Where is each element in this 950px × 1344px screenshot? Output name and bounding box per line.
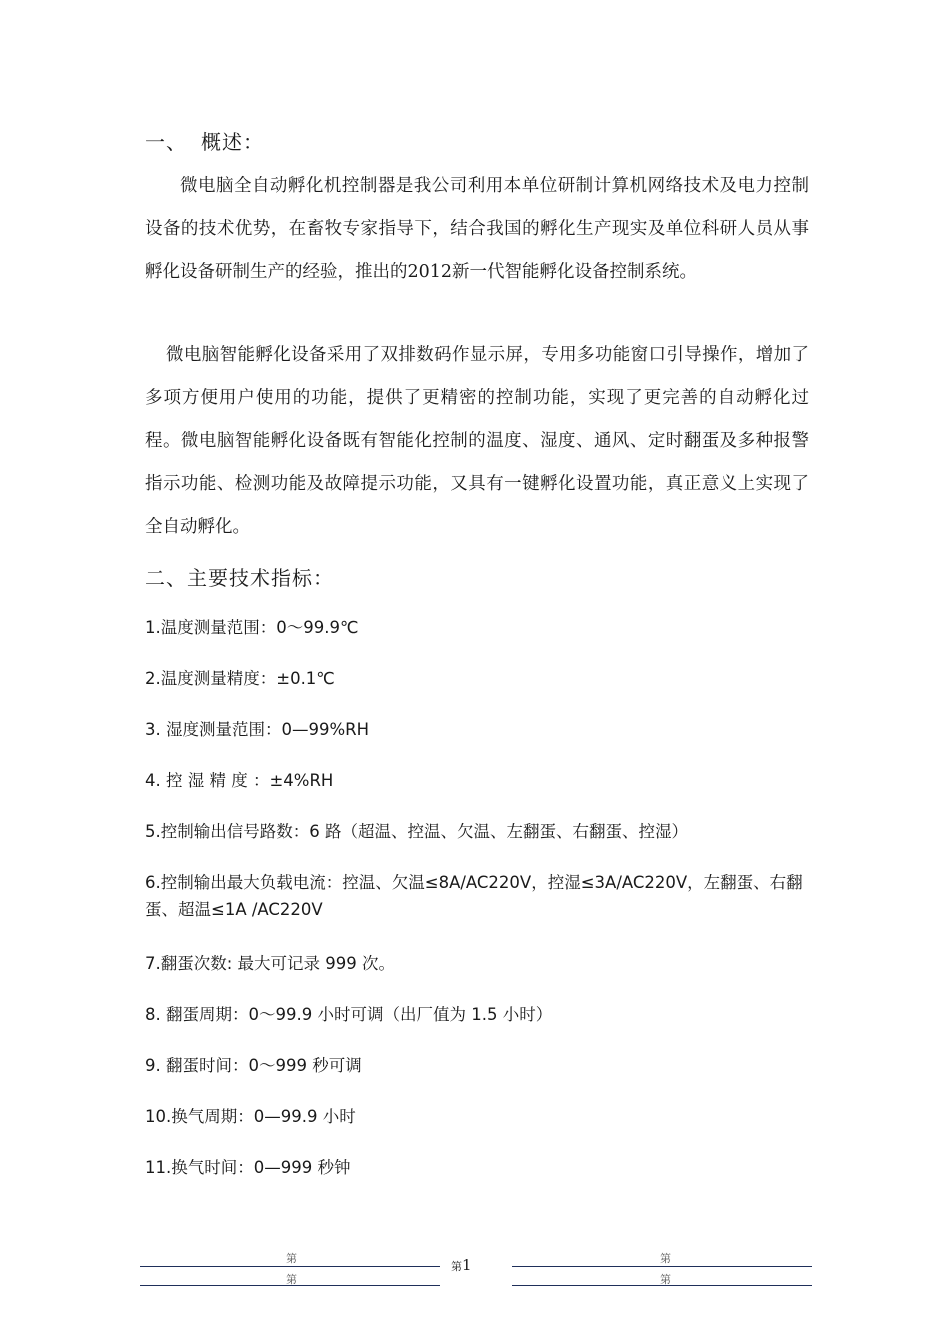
footer-rule-right-top — [512, 1266, 812, 1267]
page-number — [451, 1256, 472, 1274]
section-1-heading — [145, 126, 264, 155]
intro-paragraph-2: 微电脑智能孵化设备采用了双排数码作显示屏，专用多功能窗口引导操作，增加了多项方便用户使用的功能，提供了更精密的控制功能，实现了更完善的自动孵化过程。微电脑智能孵化设备既有智能化控制的温度、湿度、通风、定时翻蛋及多种报警指示功能、检测功能及故障提示功能，又具有一键孵化设置功能，真正意义上实现了全自动孵化。 — [145, 345, 809, 537]
footer-mark-left-top: 第 — [286, 1252, 297, 1265]
spec-item-10: 10.换气周期：0—99.9 小时 — [145, 1107, 356, 1126]
page-number-prefix: 第 — [451, 1260, 462, 1273]
spec-item-2: 2.温度测量精度：±0.1℃ — [145, 669, 335, 688]
section-2-heading: 二、主要技术指标： — [145, 566, 334, 590]
section-1-title: 概述： — [201, 130, 264, 154]
footer-rule-left-bottom — [140, 1285, 440, 1286]
spec-item-8: 8. 翻蛋周期：0～99.9 小时可调（出厂值为 1.5 小时） — [145, 1005, 553, 1024]
spec-item-9: 9. 翻蛋时间：0～999 秒可调 — [145, 1056, 362, 1075]
spec-item-11: 11.换气时间：0—999 秒钟 — [145, 1158, 351, 1177]
intro-paragraph-1: 微电脑全自动孵化机控制器是我公司利用本单位研制计算机网络技术及电力控制设备的技术优势，在畜牧专家指导下，结合我国的孵化生产现实及单位科研人员从事孵化设备研制生产的经验，推出的2012新一代智能孵化设备控制系统。 — [145, 176, 809, 282]
footer-mark-right-bottom: 第 — [660, 1273, 671, 1286]
spec-item-5: 5.控制输出信号路数：6 路（超温、控温、欠温、左翻蛋、右翻蛋、控湿） — [145, 822, 688, 841]
page-number-value: 1 — [462, 1256, 472, 1274]
footer-rule-right-bottom — [512, 1285, 812, 1286]
spec-item-7: 7.翻蛋次数: 最大可记录 999 次。 — [145, 954, 396, 973]
spec-item-3: 3. 湿度测量范围：0—99%RH — [145, 720, 370, 739]
footer-rule-left-top — [140, 1266, 440, 1267]
spec-item-4: 4. 控 湿 精 度 ：±4%RH — [145, 771, 334, 790]
footer-mark-right-top: 第 — [660, 1252, 671, 1265]
spec-item-1: 1.温度测量范围：0～99.9℃ — [145, 618, 359, 637]
spec-item-6: 6.控制输出最大负载电流：控温、欠温≤8A/AC220V，控湿≤3A/AC220V，左翻蛋、右翻蛋、超温≤1A /AC220V — [145, 873, 803, 919]
section-1-number: 一、 — [145, 130, 187, 154]
footer-mark-left-bottom: 第 — [286, 1273, 297, 1286]
